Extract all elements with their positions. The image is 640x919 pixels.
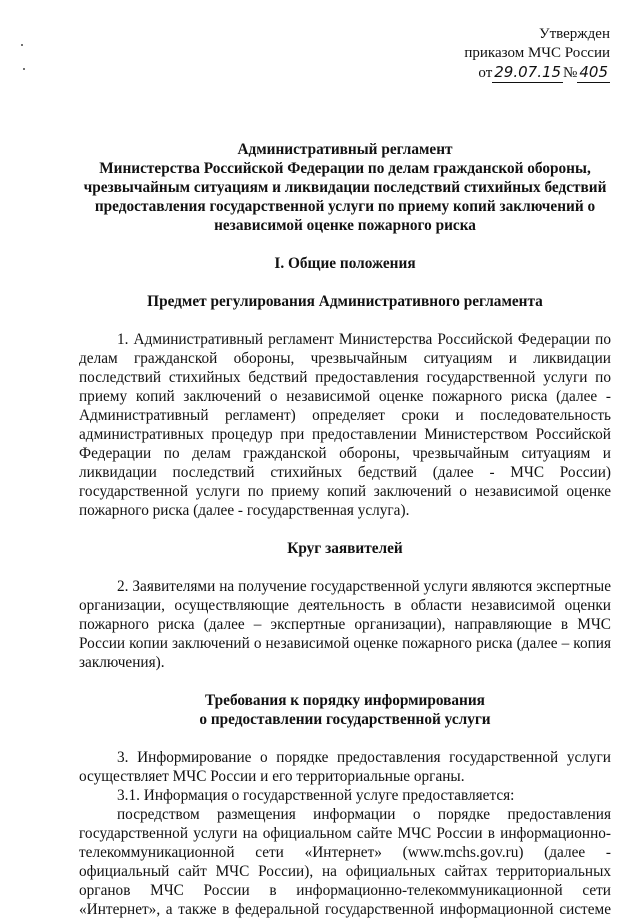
title-line-5: независимой оценке пожарного риска: [214, 217, 476, 234]
handwritten-date: 29.07.15: [494, 63, 562, 81]
paragraph-1: 1. Административный регламент Министерства Российской Федерации по делам гражданской обороны, чрезвычайным ситуациям и ликвидации последствий стихийных бедствий предоставления государственной услуги по приему копий заключений о независимой оценке пожарного риска (далее - Административный регламент) определяет сроки и последовательность административных процедур при предоставлении Министерством Российской Федерации по делам гражданской обороны, чрезвычайным ситуациям и ликвидации последствий стихийных бедствий (далее - МЧС России) государственной услуги по приему копий заключений о независимой оценке пожарного риска (далее - государственная услуга).: [79, 331, 611, 519]
subheading-subject: Предмет регулирования Административного регламента: [147, 293, 543, 310]
paragraph-3: 3. Информирование о порядке предоставления государственной услуги осуществляет МЧС России и его территориальные органы.: [79, 749, 611, 785]
subheading-requirements: [79, 691, 611, 729]
paragraph-3-1: 3.1. Информация о государственной услуге предоставляется:: [117, 787, 515, 804]
paragraph-2: 2. Заявителями на получение государственной услуги являются экспертные организации, осуществляющие деятельность в области независимой оценки пожарного риска (далее – экспертные организации), направляющие в МЧС России копии заключений о независимой оценке пожарного риска (далее – копия заключения).: [79, 578, 611, 671]
approval-line-1: Утвержден: [538, 26, 610, 42]
title-line-2: Министерства Российской Федерации по делам гражданской обороны,: [99, 160, 591, 177]
document-body: [79, 140, 611, 919]
approval-line-2: приказом МЧС России: [464, 45, 610, 61]
number-sign: №: [563, 65, 578, 81]
title-line-3: чрезвычайным ситуациям и ликвидации последствий стихийных бедствий: [83, 179, 607, 196]
scan-speck: [23, 68, 25, 70]
approval-prefix: от: [478, 65, 493, 81]
section-heading: I. Общие положения: [274, 255, 416, 272]
approval-stamp: [440, 25, 610, 83]
title-line-1: Административный регламент: [237, 141, 453, 158]
document-title: [79, 140, 611, 235]
subheading-requirements-line-1: Требования к порядку информирования: [205, 692, 485, 709]
subheading-requirements-line-2: о предоставлении государственной услуги: [199, 711, 491, 728]
handwritten-number: 405: [579, 63, 608, 81]
subheading-applicants: Круг заявителей: [287, 540, 403, 557]
paragraph-3-1-a: посредством размещения информации о порядке предоставления государственной услуги на официальном сайте МЧС России в информационно-телекоммуникационной сети «Интернет» (www.mchs.gov.ru) (далее - официальный сайт МЧС России), на официальных сайтах территориальных органов МЧС России в информационно-телекоммуникационной сети «Интернет», а также в федеральной государственной информационной системе: [79, 806, 611, 918]
title-line-4: предоставления государственной услуги по приему копий заключений о: [94, 198, 596, 215]
approval-date-line: [440, 63, 610, 83]
scan-speck: [21, 44, 23, 46]
